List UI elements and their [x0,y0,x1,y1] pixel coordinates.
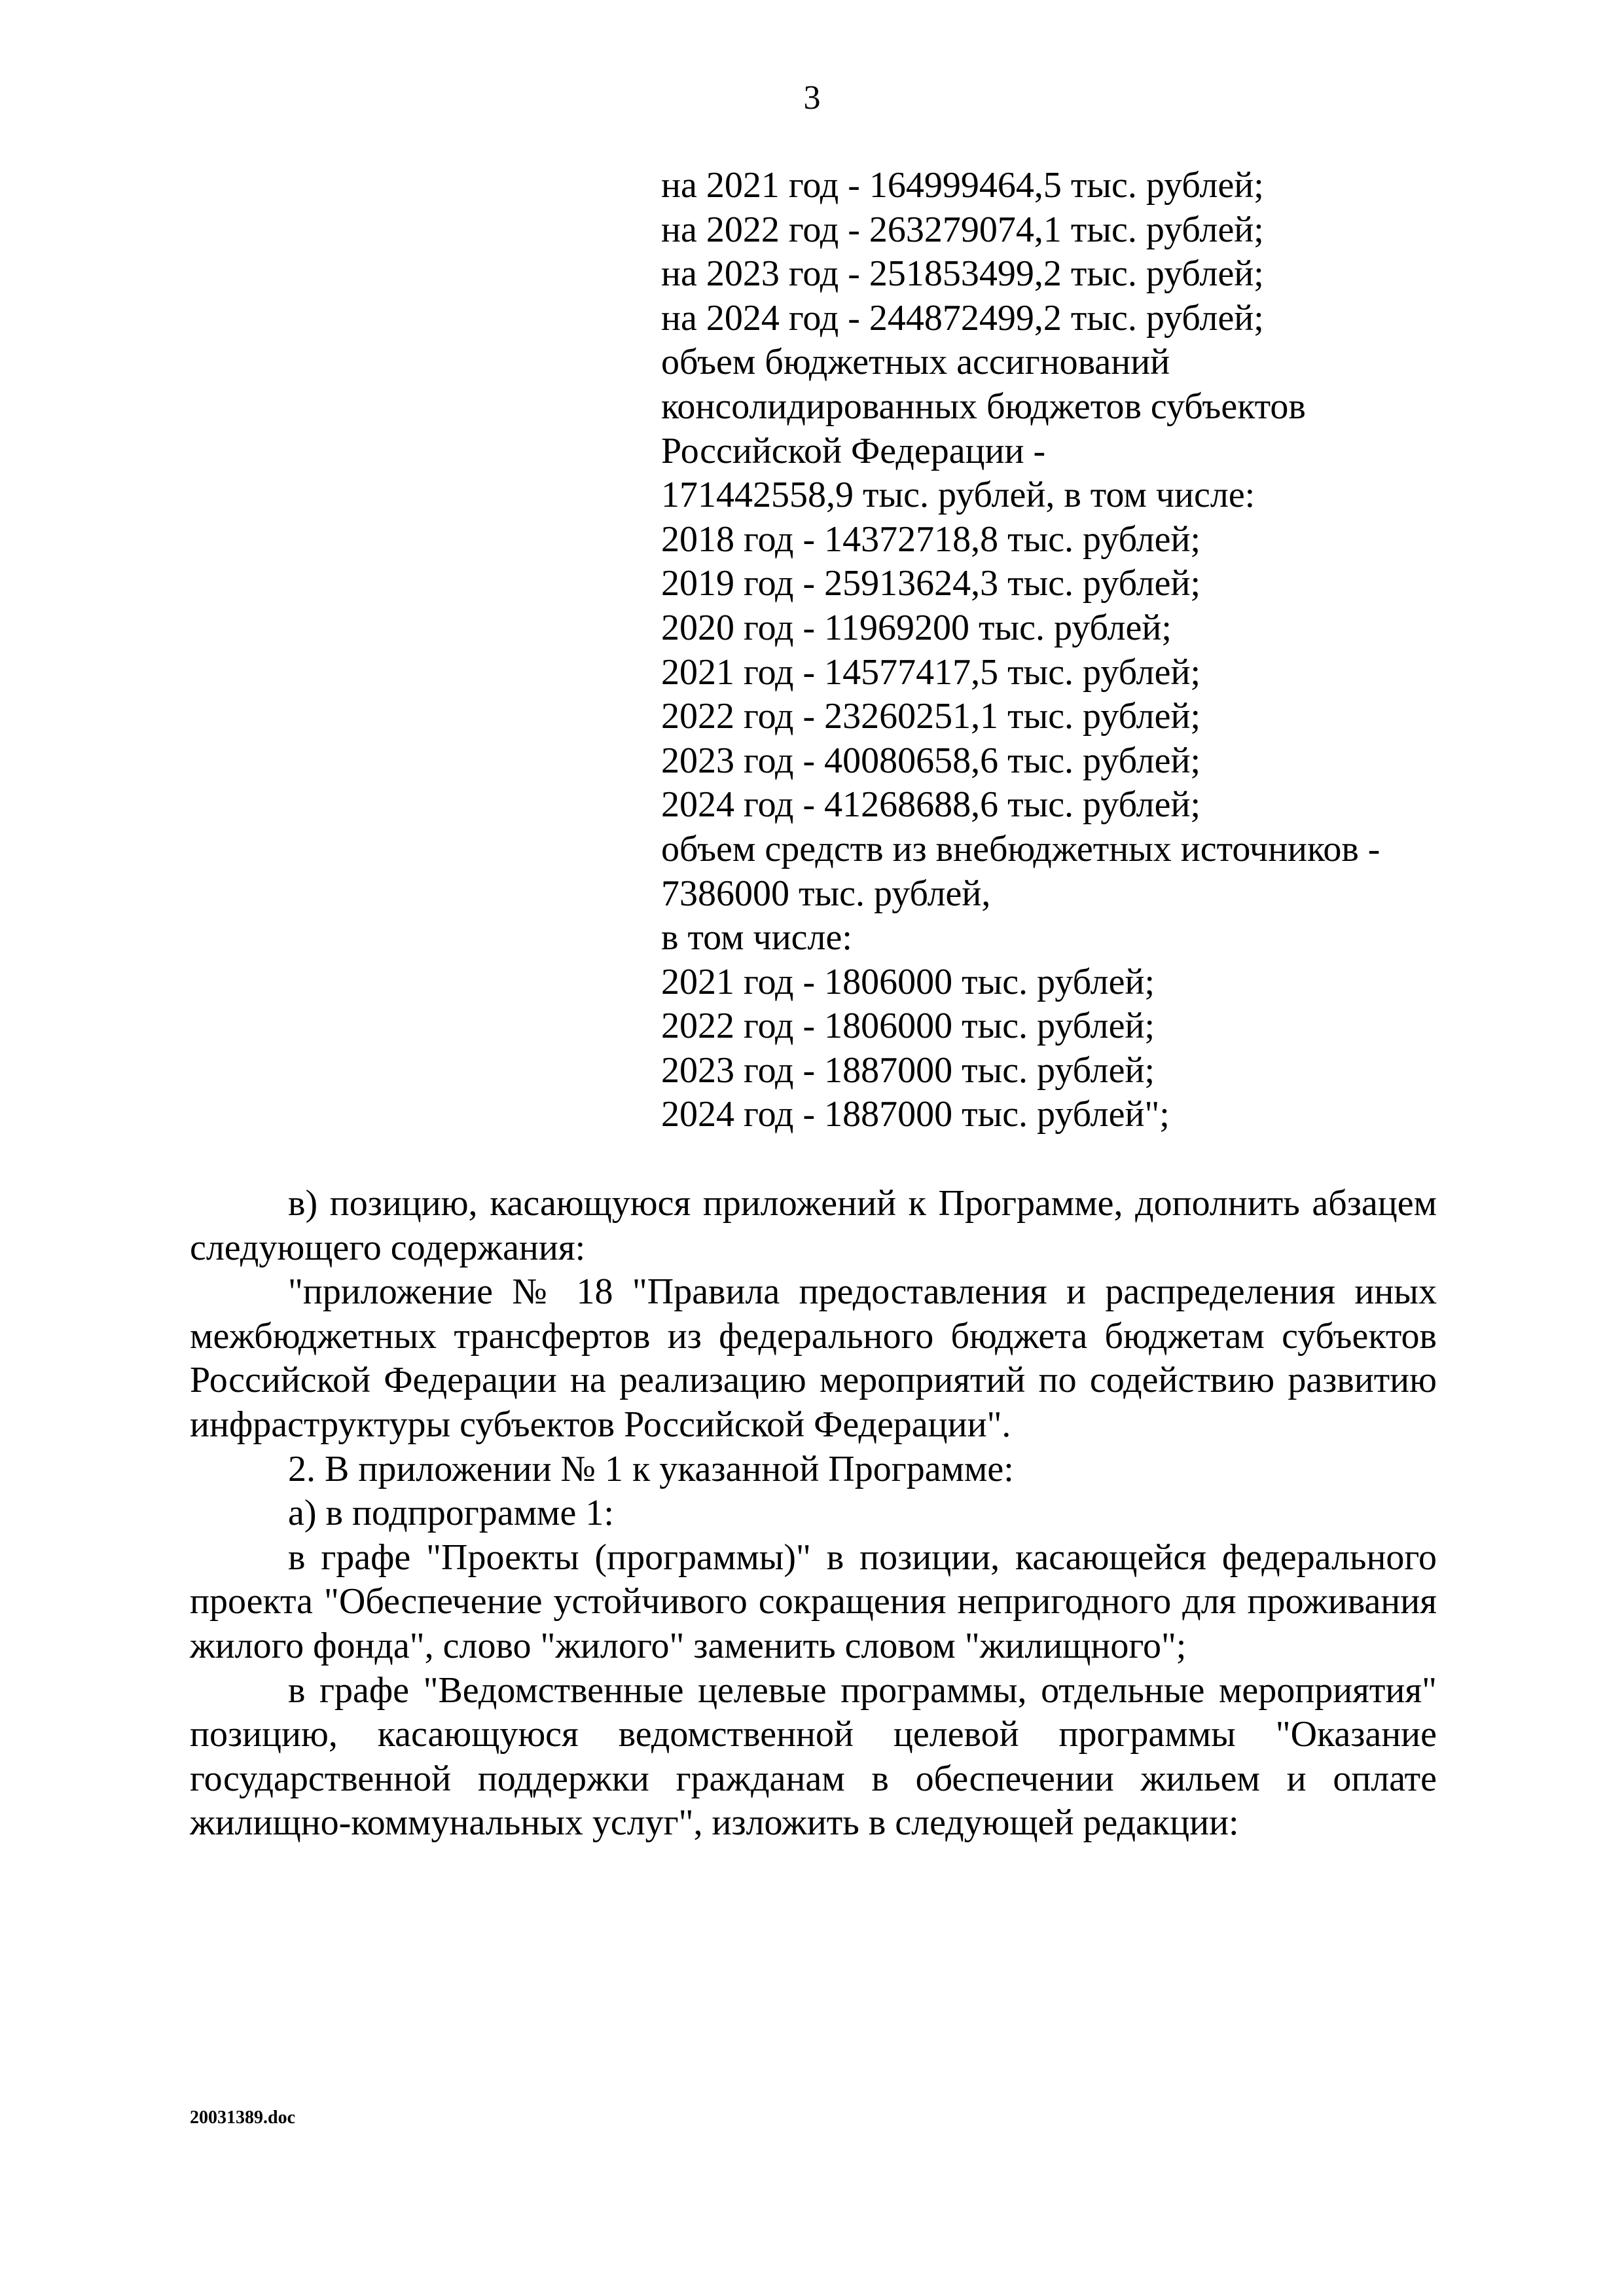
funding-line: на 2021 год - 164999464,5 тыс. рублей; [661,165,1264,206]
page-number: 3 [803,79,821,117]
paragraph: "приложение № 18 "Правила предоставления и распределения иных межбюджетных трансфертов из федерального бюджета бюджетам субъектов Российской Федерации на реализацию мероприятий по содействию развитию инфраструктуры субъектов Российской Федерации". [190,1271,1437,1445]
footer-doc-id: 20031389.doc [190,2107,295,2128]
funding-line: 2023 год - 1887000 тыс. рублей; [661,1049,1155,1091]
funding-line: 2022 год - 1806000 тыс. рублей; [661,1006,1155,1047]
paragraph: в) позицию, касающуюся приложений к Программе, дополнить абзацем следующего содержания: [190,1183,1437,1268]
funding-line: 2024 год - 41268688,6 тыс. рублей; [661,784,1201,826]
funding-line: 2022 год - 23260251,1 тыс. рублей; [661,696,1201,737]
paragraph: 2. В приложении № 1 к указанной Программе: [288,1448,1014,1489]
funding-line: 2020 год - 11969200 тыс. рублей; [661,607,1172,648]
funding-line: в том числе: [661,917,852,958]
funding-line: 2019 год - 25913624,3 тыс. рублей; [661,563,1201,604]
funding-line: 2018 год - 14372718,8 тыс. рублей; [661,519,1201,560]
funding-line: объем средств из внебюджетных источников - [661,828,1380,869]
funding-line: на 2024 год - 244872499,2 тыс. рублей; [661,297,1264,338]
funding-line: на 2023 год - 251853499,2 тыс. рублей; [661,253,1264,295]
paragraph: в графе "Проекты (программы)" в позиции, касающейся федерального проекта "Обеспечение устойчивого сокращения непригодного для проживания жилого фонда", слово "жилого" заменить словом "жилищного"; [190,1537,1437,1666]
funding-line: объем бюджетных ассигнований [661,342,1170,383]
funding-line: на 2022 год - 263279074,1 тыс. рублей; [661,209,1264,250]
document-body [190,1182,1437,1846]
funding-line: 7386000 тыс. рублей, [661,873,991,914]
paragraph: в графе "Ведомственные целевые программы, отдельные мероприятия" позицию, касающуюся ведомственной целевой программы "Оказание государственной поддержки гражданам в обеспечении жильем и оплате жилищно-коммунальных услуг", изложить в следующей редакции: [190,1669,1437,1844]
funding-line: 2021 год - 1806000 тыс. рублей; [661,961,1155,1002]
funding-line: 2023 год - 40080658,6 тыс. рублей; [661,740,1201,781]
funding-line: Российской Федерации - [661,430,1046,471]
funding-line: 2021 год - 14577417,5 тыс. рублей; [661,651,1201,693]
funding-list [661,164,1479,1137]
funding-line: 2024 год - 1887000 тыс. рублей"; [661,1094,1170,1135]
funding-line: 171442558,9 тыс. рублей, в том числе: [661,475,1255,516]
paragraph: а) в подпрограмме 1: [288,1493,614,1534]
funding-line: консолидированных бюджетов субъектов [661,386,1306,427]
